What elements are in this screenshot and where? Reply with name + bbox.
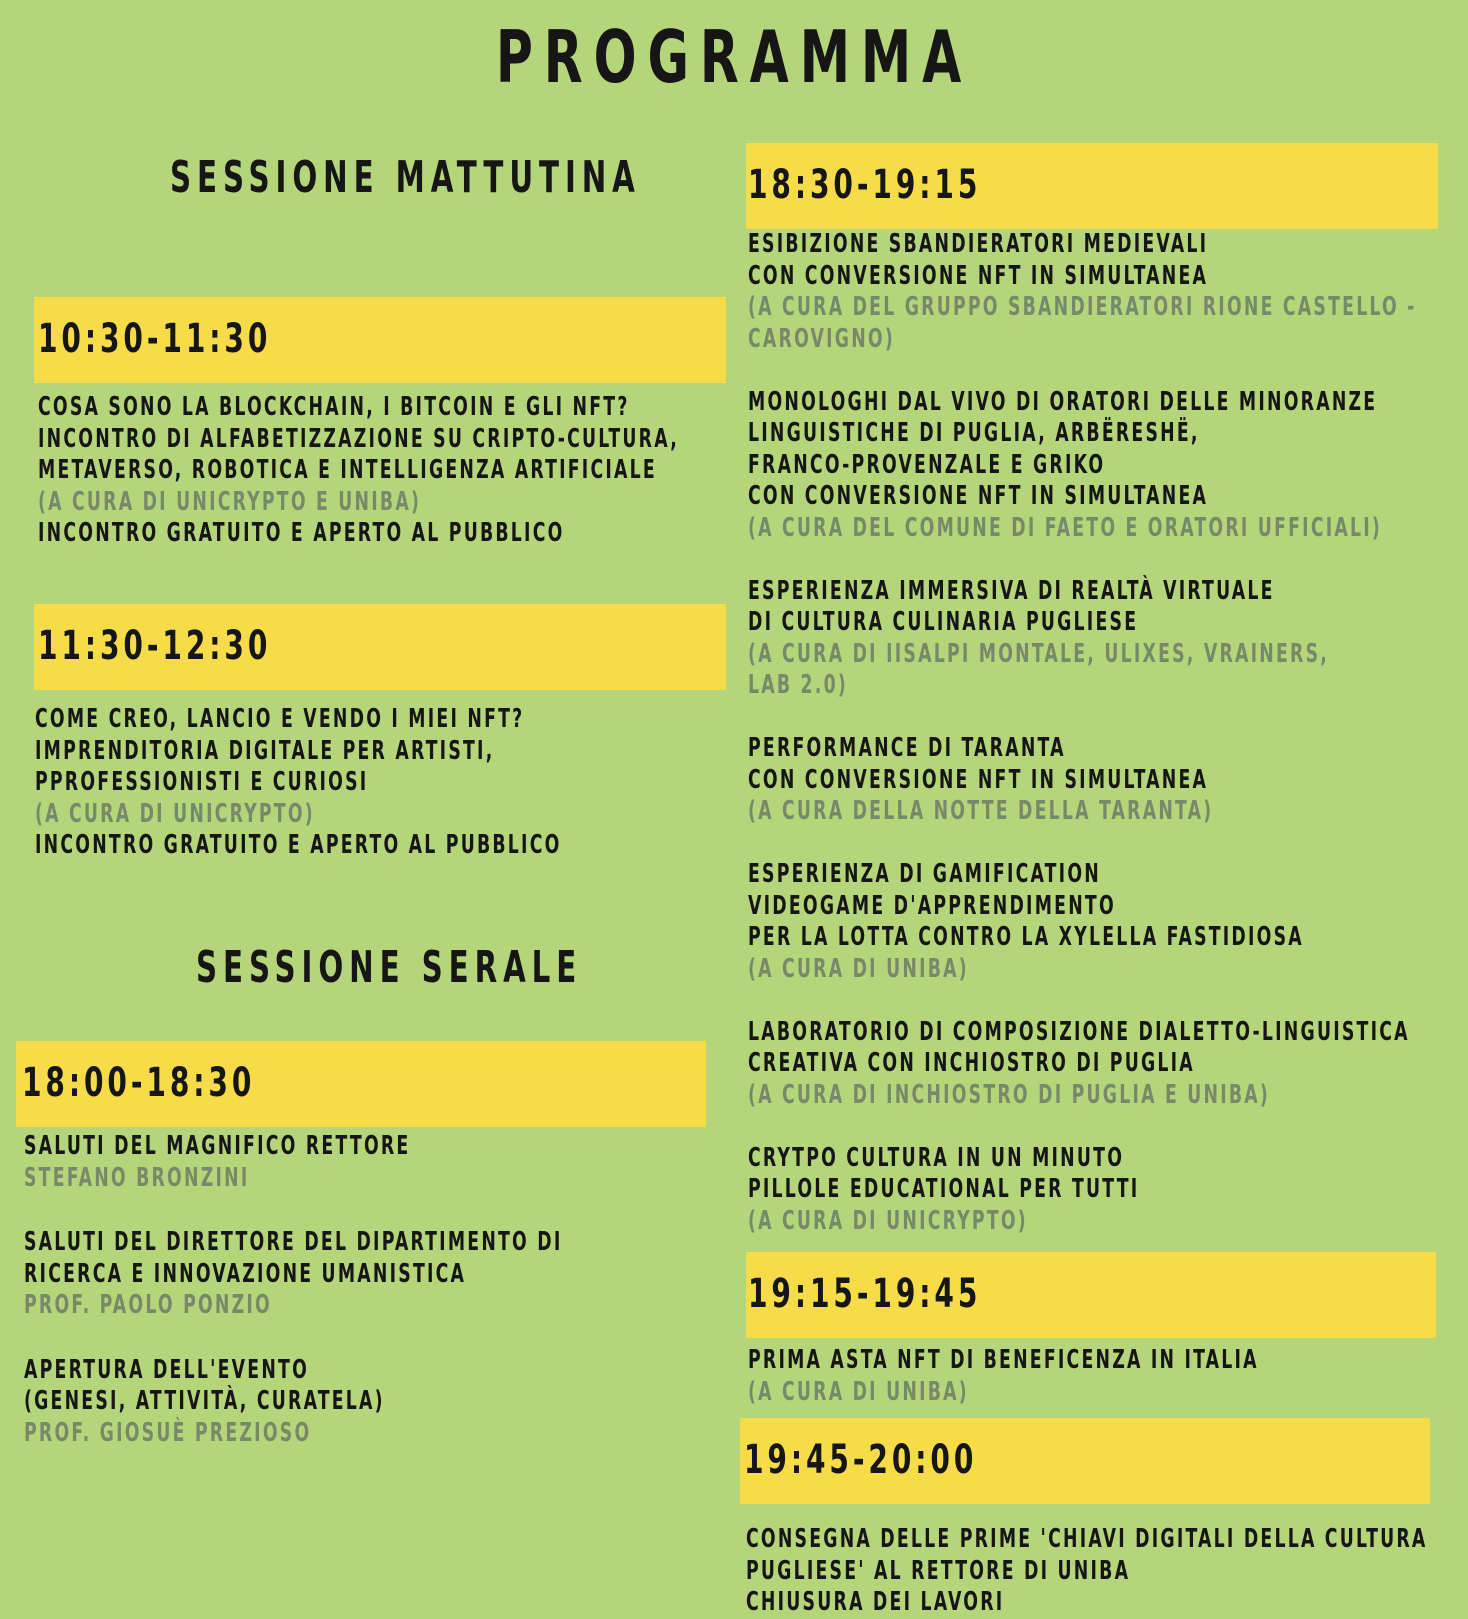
event-speaker: STEFANO BRONZINI (24, 1162, 250, 1193)
event-title: SALUTI DEL DIRETTORE DEL DIPARTIMENTO DI (24, 1227, 563, 1257)
evening-session-heading: SESSIONE SERALE (196, 942, 583, 993)
event-line: PER LA LOTTA CONTRO LA XYLELLA FASTIDIOSA (748, 922, 1304, 952)
page-title: PROGRAMMA (495, 15, 973, 99)
event-curator: (A CURA DI UNICRYPTO E UNIBA) (38, 486, 422, 517)
event-line: INCONTRO DI ALFABETIZZAZIONE SU CRIPTO-CULTURA, (38, 423, 679, 454)
time-bar-1945 (740, 1418, 1430, 1504)
event-curator: (A CURA DI IISALPI MONTALE, ULIXES, VRAINERS, (748, 638, 1330, 669)
event-line: CHIUSURA DEI LAVORI (746, 1587, 1005, 1617)
event-line: PILLOLE EDUCATIONAL PER TUTTI (748, 1174, 1140, 1204)
event-curator: (A CURA DI UNIBA) (748, 1376, 969, 1407)
event-line: FRANCO-PROVENZALE E GRIKO (748, 449, 1106, 480)
time-label: 19:15-19:45 (748, 1271, 982, 1317)
event-line: RICERCA E INNOVAZIONE UMANISTICA (24, 1258, 467, 1289)
event-line: CREATIVA CON INCHIOSTRO DI PUGLIA (748, 1048, 1195, 1078)
time-label: 10:30-11:30 (38, 316, 272, 362)
event-curator: LAB 2.0) (748, 670, 848, 700)
slot-1915-details (748, 1345, 1259, 1408)
event-line: (GENESI, ATTIVITÀ, CURATELA) (24, 1386, 385, 1416)
event-title: COME CREO, LANCIO E VENDO I MIEI NFT? (35, 704, 525, 734)
event-curator: (A CURA DI INCHIOSTRO DI PUGLIA E UNIBA) (748, 1079, 1271, 1110)
event-note: INCONTRO GRATUITO E APERTO AL PUBBLICO (38, 518, 565, 548)
event-curator: (A CURA DELLA NOTTE DELLA TARANTA) (748, 796, 1214, 826)
time-bar-1800 (16, 1041, 706, 1127)
event-title: APERTURA DELL'EVENTO (24, 1354, 310, 1385)
event-line: DI CULTURA CULINARIA PUGLIESE (748, 607, 1139, 637)
event-curator: (A CURA DEL GRUPPO SBANDIERATORI RIONE CASTELLO - (748, 292, 1417, 322)
event-title: CONSEGNA DELLE PRIME 'CHIAVI DIGITALI DELLA CULTURA (746, 1524, 1428, 1554)
event-note: INCONTRO GRATUITO E APERTO AL PUBBLICO (35, 830, 562, 860)
event-line: CON CONVERSIONE NFT IN SIMULTANEA (748, 260, 1209, 291)
event-curator: (A CURA DI UNIBA) (748, 953, 969, 984)
event-line: LINGUISTICHE DI PUGLIA, ARBËRESHË, (748, 418, 1200, 448)
event-curator: (A CURA DI UNICRYPTO) (35, 798, 315, 829)
time-bar-1915 (746, 1252, 1436, 1338)
time-bar-1830 (746, 143, 1438, 229)
event-title: LABORATORIO DI COMPOSIZIONE DIALETTO-LINGUISTICA (748, 1016, 1410, 1047)
event-curator: (A CURA DI UNICRYPTO) (748, 1205, 1028, 1236)
event-line: CON CONVERSIONE NFT IN SIMULTANEA (748, 764, 1209, 795)
event-title: ESPERIENZA DI GAMIFICATION (748, 859, 1101, 889)
event-title: SALUTI DEL MAGNIFICO RETTORE (24, 1131, 411, 1161)
event-title: PERFORMANCE DI TARANTA (748, 733, 1066, 763)
event-curator: (A CURA DEL COMUNE DI FAETO E ORATORI UFFICIALI) (748, 512, 1383, 543)
slot-1130-details (35, 704, 562, 862)
time-bar-1130 (34, 604, 726, 690)
slot-1800-details (24, 1131, 562, 1449)
slot-1030-details (38, 392, 679, 550)
event-title: PRIMA ASTA NFT DI BENEFICENZA IN ITALIA (748, 1345, 1259, 1375)
event-line: PPROFESSIONISTI E CURIOSI (35, 767, 369, 797)
time-bar-1030 (34, 297, 726, 383)
event-title: ESIBIZIONE SBANDIERATORI MEDIEVALI (748, 229, 1209, 259)
event-title: CRYTPO CULTURA IN UN MINUTO (748, 1142, 1125, 1173)
time-label: 11:30-12:30 (38, 623, 272, 669)
event-speaker: PROF. GIOSUÈ PREZIOSO (24, 1417, 312, 1448)
event-line: IMPRENDITORIA DIGITALE PER ARTISTI, (35, 735, 495, 766)
event-curator: CAROVIGNO) (748, 323, 895, 354)
event-speaker: PROF. PAOLO PONZIO (24, 1290, 272, 1320)
event-line: VIDEOGAME D'APPRENDIMENTO (748, 890, 1116, 921)
event-title: ESPERIENZA IMMERSIVA DI REALTÀ VIRTUALE (748, 575, 1275, 606)
event-title: COSA SONO LA BLOCKCHAIN, I BITCOIN E GLI NFT? (38, 392, 630, 422)
slot-1830-details (748, 229, 1417, 1237)
time-label: 18:00-18:30 (22, 1060, 256, 1106)
event-title: MONOLOGHI DAL VIVO DI ORATORI DELLE MINORANZE (748, 386, 1378, 417)
time-label: 19:45-20:00 (744, 1437, 978, 1483)
event-line: METAVERSO, ROBOTICA E INTELLIGENZA ARTIFICIALE (38, 455, 657, 485)
slot-1945-details (746, 1524, 1428, 1619)
event-line: CON CONVERSIONE NFT IN SIMULTANEA (748, 481, 1209, 511)
time-label: 18:30-19:15 (748, 162, 982, 208)
event-line: PUGLIESE' AL RETTORE DI UNIBA (746, 1555, 1131, 1586)
morning-session-heading: SESSIONE MATTUTINA (170, 152, 641, 203)
